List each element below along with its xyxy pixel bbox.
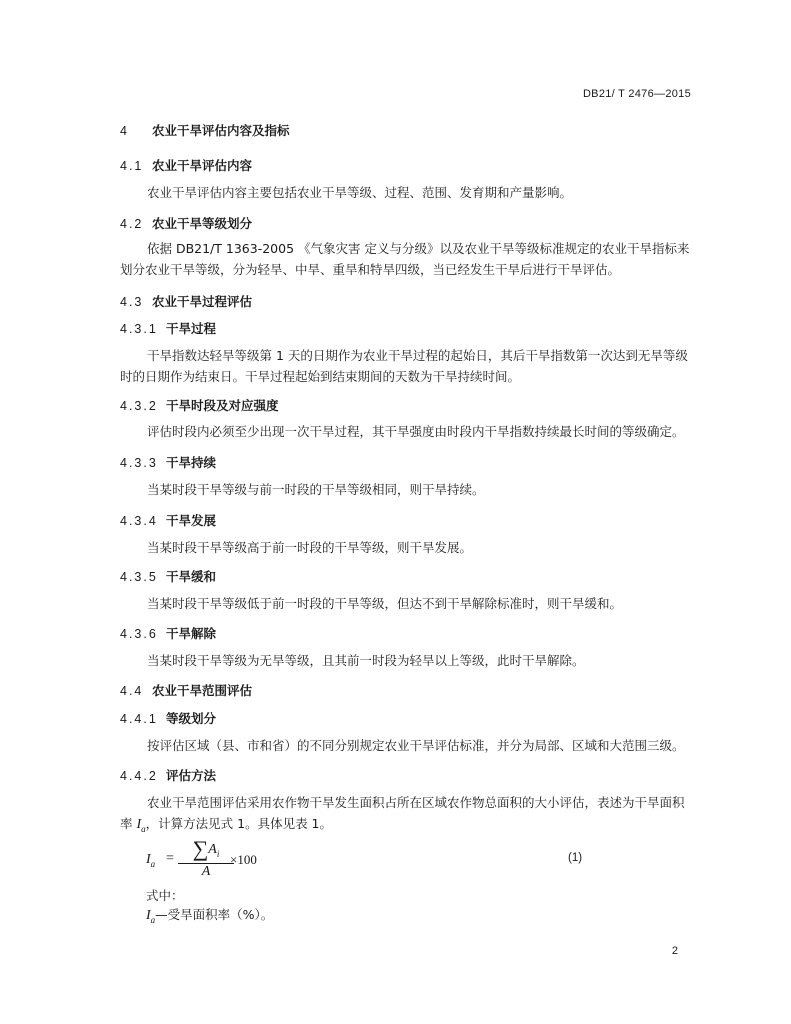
formula-lhs: [146, 852, 155, 869]
heading-4: [120, 121, 290, 139]
document-code: DB21/ T 2476—2015: [582, 88, 691, 100]
heading-4-4: [120, 681, 252, 699]
paragraph-4-4-1: 按评估区域（县、市和省）的不同分别规定农业干旱评估标准，并分为局部、区域和大范围三级。: [147, 738, 685, 753]
heading-title: 农业干旱范围评估: [152, 683, 253, 698]
heading-number: 4.3.3: [120, 456, 158, 470]
heading-number: 4.4.2: [120, 769, 158, 783]
heading-4-3-5: [120, 567, 216, 585]
heading-4-4-1: [120, 709, 216, 727]
page-number: 2: [671, 945, 678, 957]
variable-description: —受旱面积率（%）。: [155, 907, 274, 922]
heading-title: 农业干旱评估内容及指标: [152, 123, 290, 138]
heading-title: 干旱过程: [166, 321, 217, 336]
equation-number: (1): [568, 852, 583, 864]
heading-number: 4.2: [120, 217, 144, 231]
formula-denominator: A: [201, 864, 211, 879]
heading-number: 4.3.4: [120, 514, 158, 528]
paragraph-4-3-4: 当某时段干旱等级高于前一时段的干旱等级，则干旱发展。: [147, 540, 473, 555]
heading-number: 4.1: [120, 159, 144, 173]
variable-symbol: [146, 908, 155, 923]
paragraph-4-1: 农业干旱评估内容主要包括农业干旱等级、过程、范围、发育期和产量影响。: [147, 185, 573, 200]
paragraph-4-3-5: 当某时段干旱等级低于前一时段的干旱等级，但达不到干旱解除标准时，则干旱缓和。: [147, 596, 623, 611]
heading-4-3-4: [120, 511, 216, 529]
heading-title: 农业干旱过程评估: [152, 294, 253, 309]
formula-equals: =: [166, 851, 174, 866]
heading-4-1: [120, 156, 252, 174]
paragraph-4-3-2: 评估时段内必须至少出现一次干旱过程，其干旱强度由时段内干旱指数持续最长时间的等级确定。: [147, 424, 685, 439]
formula-fraction: [178, 836, 234, 880]
variable-definition: [146, 905, 273, 925]
formula-numerator-var: [208, 842, 219, 857]
formula-lhs-letter: I: [146, 852, 151, 867]
heading-number: 4: [120, 124, 129, 138]
heading-number: 4.4: [120, 684, 144, 698]
paragraph-text: ，计算方法见式 1。具体见表 1。: [145, 816, 333, 831]
heading-title: 等级划分: [166, 711, 217, 726]
heading-4-3-2: [120, 396, 279, 414]
variable-subscript: a: [150, 914, 156, 925]
paragraph-4-4-2: [120, 792, 692, 840]
heading-title: 干旱时段及对应强度: [166, 398, 279, 413]
symbol-letter: I: [136, 817, 142, 832]
formula-lhs-subscript: a: [150, 858, 156, 869]
heading-4-3-3: [120, 453, 216, 471]
paragraph-4-3-6: 当某时段干旱等级为无旱等级，且其前一时段为轻旱以上等级，此时干旱解除。: [147, 653, 585, 668]
symbol-subscript: a: [141, 823, 146, 834]
paragraph-4-3-1: 干旱指数达轻旱等级第 1 天的日期作为农业干旱过程的起始日，其后干旱指数第一次达到无旱等级时的日期作为结束日。干旱过程起始到结束期间的天数为干旱持续时间。: [120, 348, 688, 384]
heading-4-3-6: [120, 624, 216, 642]
where-label: 式中：: [146, 888, 184, 903]
heading-title: 评估方法: [166, 768, 217, 783]
heading-title: 干旱持续: [166, 455, 217, 470]
heading-title: 干旱缓和: [166, 569, 217, 584]
formula-1: [146, 836, 676, 882]
numerator-letter: A: [208, 842, 217, 857]
sigma-symbol: ∑: [192, 836, 209, 861]
heading-number: 4.3.6: [120, 627, 158, 641]
heading-number: 4.3.2: [120, 399, 158, 413]
formula-numerator: [178, 836, 234, 864]
heading-4-3-1: [120, 319, 216, 337]
heading-4-4-2: [120, 766, 216, 784]
paragraph-4-2: 依据 DB21/T 1363-2005 《气象灾害 定义与分级》以及农业干旱等级标准规定的农业干旱指标来划分农业干旱等级，分为轻旱、中旱、重旱和特旱四级，当已经发生干旱后进行干旱评估。: [120, 241, 690, 277]
heading-number: 4.3: [120, 295, 144, 309]
heading-number: 4.4.1: [120, 712, 158, 726]
heading-title: 农业干旱等级划分: [152, 216, 253, 231]
paragraph-4-3-3: 当某时段干旱等级与前一时段的干旱等级相同，则干旱持续。: [147, 482, 485, 497]
heading-number: 4.3.5: [120, 570, 158, 584]
heading-title: 农业干旱评估内容: [152, 158, 253, 173]
paragraph-text: 农业干旱范围评估采用农作物干旱发生面积占所在区域农作物总面积的大小评估，表述为干旱面积率: [120, 795, 685, 831]
formula-multiplier: ×100: [230, 852, 257, 867]
heading-title: 干旱发展: [166, 513, 217, 528]
numerator-subscript: i: [216, 848, 220, 859]
symbol-ia: [136, 817, 145, 832]
heading-4-2: [120, 214, 252, 232]
heading-4-3: [120, 292, 252, 310]
heading-number: 4.3.1: [120, 322, 158, 336]
heading-title: 干旱解除: [166, 626, 217, 641]
variable-letter: I: [146, 908, 151, 923]
